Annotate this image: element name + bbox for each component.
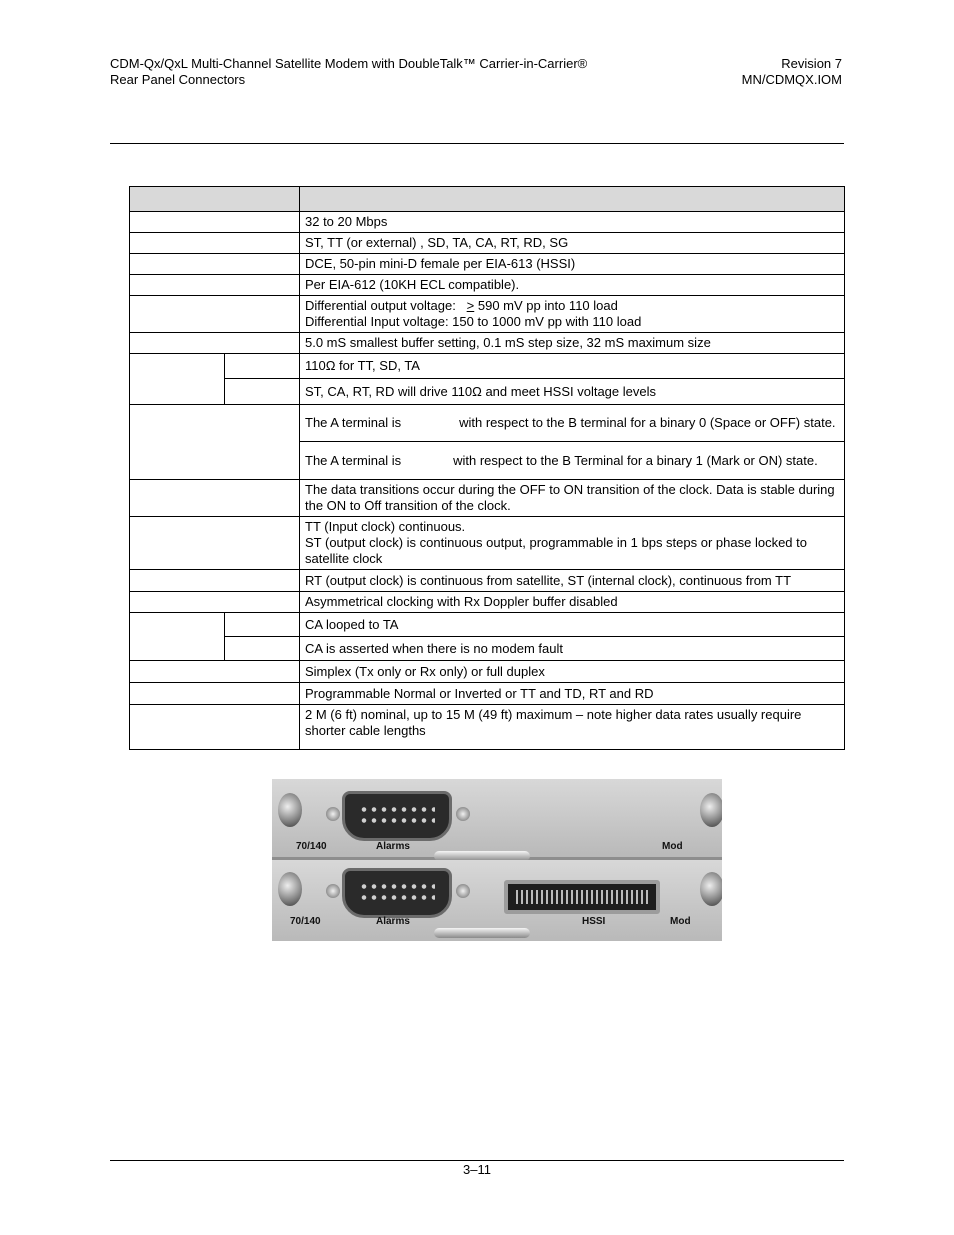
page-number: 3–11 (463, 1162, 491, 1177)
running-header-left (110, 56, 587, 88)
mod-label: Mod (662, 841, 683, 852)
document-id: MN/CDMQX.IOM (741, 72, 842, 87)
row-label-cell (130, 354, 225, 405)
row-sublabel-cell (225, 354, 300, 379)
row-label-cell (130, 480, 300, 517)
row-label-cell (130, 233, 300, 254)
table-row (130, 354, 845, 379)
footer-rule (110, 1160, 844, 1161)
table-row (130, 275, 845, 296)
row-label-cell (130, 212, 300, 233)
row-label-cell (130, 683, 300, 705)
jackscrew-icon (456, 884, 470, 898)
table-header-row (130, 187, 845, 212)
jackscrew-icon (326, 884, 340, 898)
running-header-right (742, 56, 842, 88)
table-row (130, 705, 845, 750)
row-value: 5.0 mS smallest buffer setting, 0.1 mS step size, 32 mS maximum size (300, 333, 845, 354)
table-row (130, 480, 845, 517)
row-value: TT (Input clock) continuous. ST (output clock) is continuous output, programmable in 1 bps steps or phase locked to satellite clock (300, 517, 845, 570)
table-row (130, 333, 845, 354)
thumbscrew-icon (278, 872, 302, 906)
row-label-cell (130, 405, 300, 480)
table-row (130, 517, 845, 570)
header-rule (110, 143, 844, 144)
row-label-cell (130, 661, 300, 683)
row-value: Simplex (Tx only or Rx only) or full duplex (300, 661, 845, 683)
row-label-cell (130, 570, 300, 592)
table-row (130, 405, 845, 442)
jackscrew-icon (326, 807, 340, 821)
row-value: ST, CA, RT, RD will drive 110Ω and meet HSSI voltage levels (300, 379, 845, 405)
if-label: 70/140 (296, 841, 327, 852)
table-header-cell (130, 187, 300, 212)
thumbscrew-icon (700, 872, 722, 906)
rear-panel-top (272, 779, 722, 857)
row-value: DCE, 50-pin mini-D female per EIA-613 (HSSI) (300, 254, 845, 275)
row-value: The A terminal is with respect to the B terminal for a binary 0 (Space or OFF) state. (300, 405, 845, 442)
table-row (130, 592, 845, 613)
hssi-connector (504, 880, 660, 914)
row-label-cell (130, 296, 300, 333)
table-row (130, 379, 845, 405)
row-label-cell (130, 517, 300, 570)
alarms-label: Alarms (376, 841, 410, 852)
row-value: 110Ω for TT, SD, TA (300, 354, 845, 379)
row-label-cell (130, 254, 300, 275)
rear-panel-bottom (272, 860, 722, 941)
section-title: Rear Panel Connectors (110, 72, 246, 87)
thumbscrew-icon (278, 793, 302, 827)
row-value: Per EIA-612 (10KH ECL compatible). (300, 275, 845, 296)
table-row (130, 683, 845, 705)
row-value: Differential output voltage: > 590 mV pp into 110 load Differential Input voltage: 150 to 1000 mV pp with 110 load (300, 296, 845, 333)
table-row (130, 661, 845, 683)
hssi-label: HSSI (582, 916, 606, 927)
row-label-cell (130, 275, 300, 296)
row-value: RT (output clock) is continuous from satellite, ST (internal clock), continuous from TT (300, 570, 845, 592)
document-title: CDM-Qx/QxL Multi-Channel Satellite Modem with DoubleTalk™ Carrier-in-Carrier® (110, 56, 588, 71)
row-sublabel-cell (225, 613, 300, 637)
alarms-dsub-connector (342, 868, 452, 918)
row-value: 32 to 20 Mbps (300, 212, 845, 233)
table-row (130, 254, 845, 275)
table-row (130, 637, 845, 661)
table-row (130, 613, 845, 637)
mod-label: Mod (670, 916, 691, 927)
row-value: CA looped to TA (300, 613, 845, 637)
table-header-cell (300, 187, 845, 212)
greater-equal-symbol: > (466, 298, 475, 313)
row-label-cell (130, 613, 225, 661)
row-sublabel-cell (225, 637, 300, 661)
row-value: ST, TT (or external) , SD, TA, CA, RT, RD, SG (300, 233, 845, 254)
jackscrew-icon (456, 807, 470, 821)
rear-panel-photo (272, 779, 722, 941)
table-row (130, 570, 845, 592)
module-handle (434, 928, 530, 938)
table-row (130, 296, 845, 333)
table-row (130, 233, 845, 254)
alarms-label: Alarms (376, 916, 410, 927)
hssi-spec-table (129, 186, 845, 750)
row-sublabel-cell (225, 379, 300, 405)
thumbscrew-icon (700, 793, 722, 827)
row-value: CA is asserted when there is no modem fault (300, 637, 845, 661)
revision: Revision 7 (781, 56, 842, 71)
row-value: The data transitions occur during the OFF to ON transition of the clock. Data is stable during the ON to Off transition of the clock. (300, 480, 845, 517)
row-label-cell (130, 705, 300, 750)
table-row (130, 212, 845, 233)
row-value: 2 M (6 ft) nominal, up to 15 M (49 ft) maximum – note higher data rates usually require shorter cable lengths (300, 705, 845, 750)
alarms-dsub-connector (342, 791, 452, 841)
if-label: 70/140 (290, 916, 321, 927)
row-value: Programmable Normal or Inverted or TT and TD, RT and RD (300, 683, 845, 705)
row-label-cell (130, 592, 300, 613)
row-value: Asymmetrical clocking with Rx Doppler buffer disabled (300, 592, 845, 613)
row-value: The A terminal is with respect to the B Terminal for a binary 1 (Mark or ON) state. (300, 442, 845, 480)
row-label-cell (130, 333, 300, 354)
